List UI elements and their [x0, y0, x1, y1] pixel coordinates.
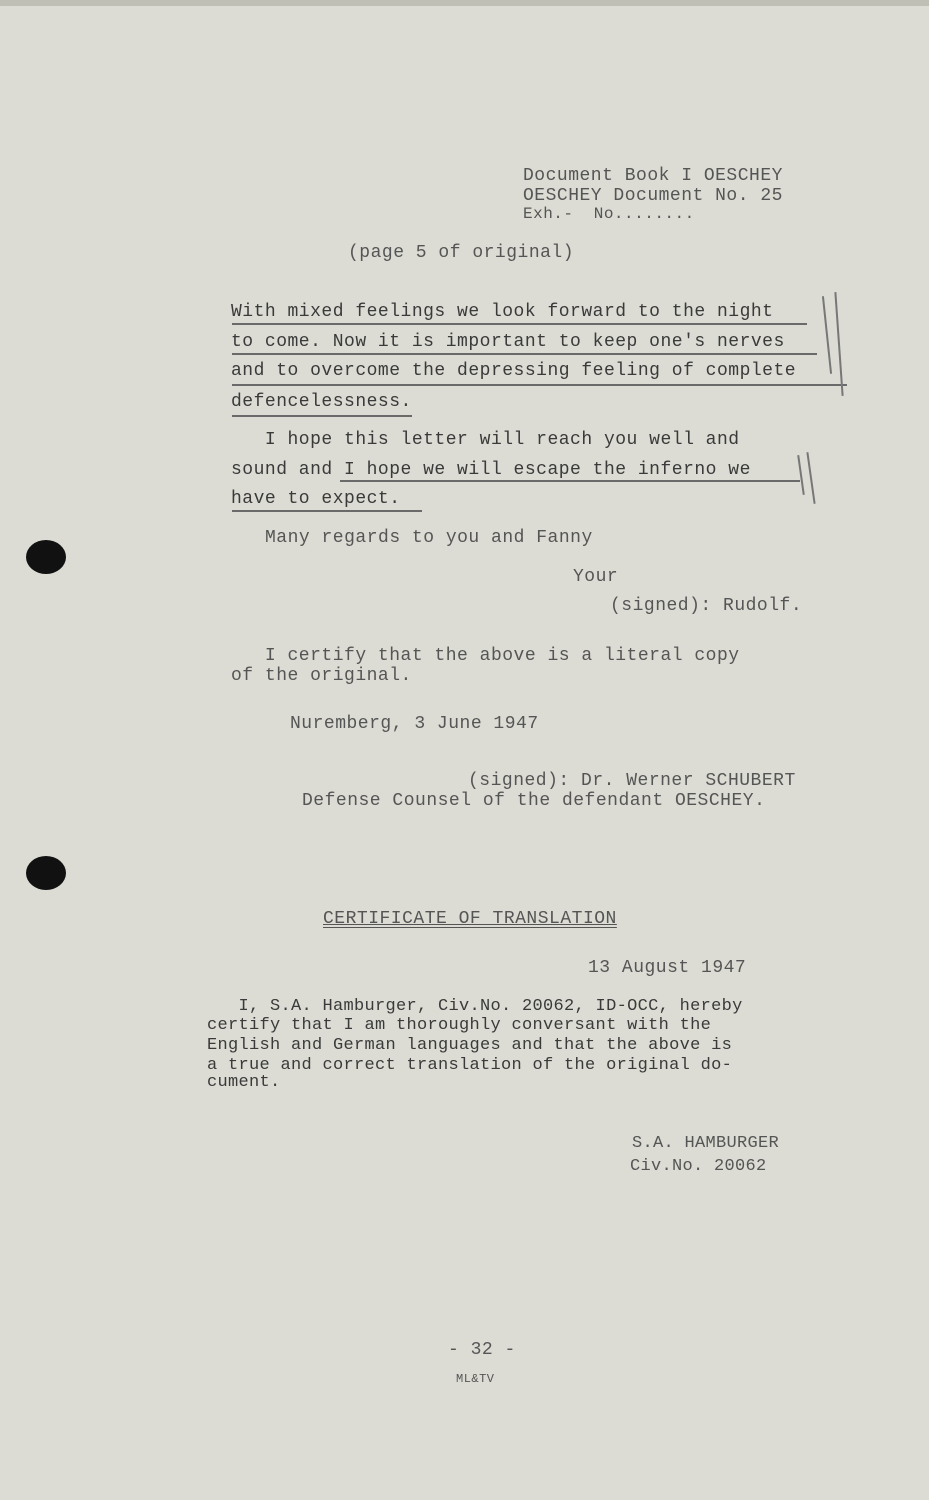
underline-mark	[232, 415, 412, 417]
header-exhibit: Exh.- No........	[523, 205, 695, 223]
certify-signed: (signed): Dr. Werner SCHUBERT	[468, 771, 796, 791]
margin-mark	[797, 455, 805, 495]
certify-title: Defense Counsel of the defendant OESCHEY.	[302, 791, 766, 811]
underline-mark	[340, 480, 800, 482]
letter-p1-line4: defencelessness.	[231, 392, 412, 412]
margin-mark	[822, 296, 832, 374]
translation-line2: certify that I am thoroughly conversant with the	[207, 1016, 712, 1035]
header-doc-number: OESCHEY Document No. 25	[523, 186, 783, 206]
underline-mark	[232, 510, 422, 512]
letter-p1-line3: and to overcome the depressing feeling of complete	[231, 361, 797, 381]
translation-date: 13 August 1947	[588, 958, 747, 978]
letter-p2-line2: sound and I hope we will escape the inferno we	[231, 460, 751, 480]
page-number: - 32 -	[448, 1340, 516, 1360]
page-top-edge	[0, 0, 929, 6]
header-doc-book: Document Book I OESCHEY	[523, 166, 783, 186]
certify-place-date: Nuremberg, 3 June 1947	[290, 714, 539, 734]
letter-signed: (signed): Rudolf.	[610, 596, 803, 616]
footer-stamp: ML&TV	[456, 1372, 495, 1386]
underline-mark	[232, 323, 807, 325]
page-note: (page 5 of original)	[348, 243, 575, 263]
certify-line1: I certify that the above is a literal copy	[231, 646, 740, 666]
translator-civ-number: Civ.No. 20062	[630, 1157, 767, 1176]
translator-name: S.A. HAMBURGER	[632, 1134, 780, 1153]
translation-heading: CERTIFICATE OF TRANSLATION	[323, 909, 617, 929]
letter-regards: Many regards to you and Fanny	[265, 528, 593, 548]
letter-p2-line1: I hope this letter will reach you well and	[231, 430, 740, 450]
margin-mark	[806, 452, 815, 504]
translation-line4: a true and correct translation of the original do-	[207, 1056, 733, 1075]
letter-p1-line2: to come. Now it is important to keep one's nerves	[231, 332, 785, 352]
underline-mark	[232, 384, 847, 386]
punch-hole	[26, 540, 66, 574]
letter-p2-line3: have to expect.	[231, 489, 401, 509]
certify-line2: of the original.	[231, 666, 412, 686]
translation-line5: cument.	[207, 1073, 281, 1092]
translation-line1: I, S.A. Hamburger, Civ.No. 20062, ID-OCC, hereby	[207, 997, 743, 1016]
underline-mark	[232, 353, 817, 355]
translation-line3: English and German languages and that the above is	[207, 1036, 733, 1055]
letter-p1-line1: With mixed feelings we look forward to the night	[231, 302, 774, 322]
margin-mark	[834, 292, 843, 396]
letter-closing: Your	[573, 567, 619, 587]
punch-hole	[26, 856, 66, 890]
